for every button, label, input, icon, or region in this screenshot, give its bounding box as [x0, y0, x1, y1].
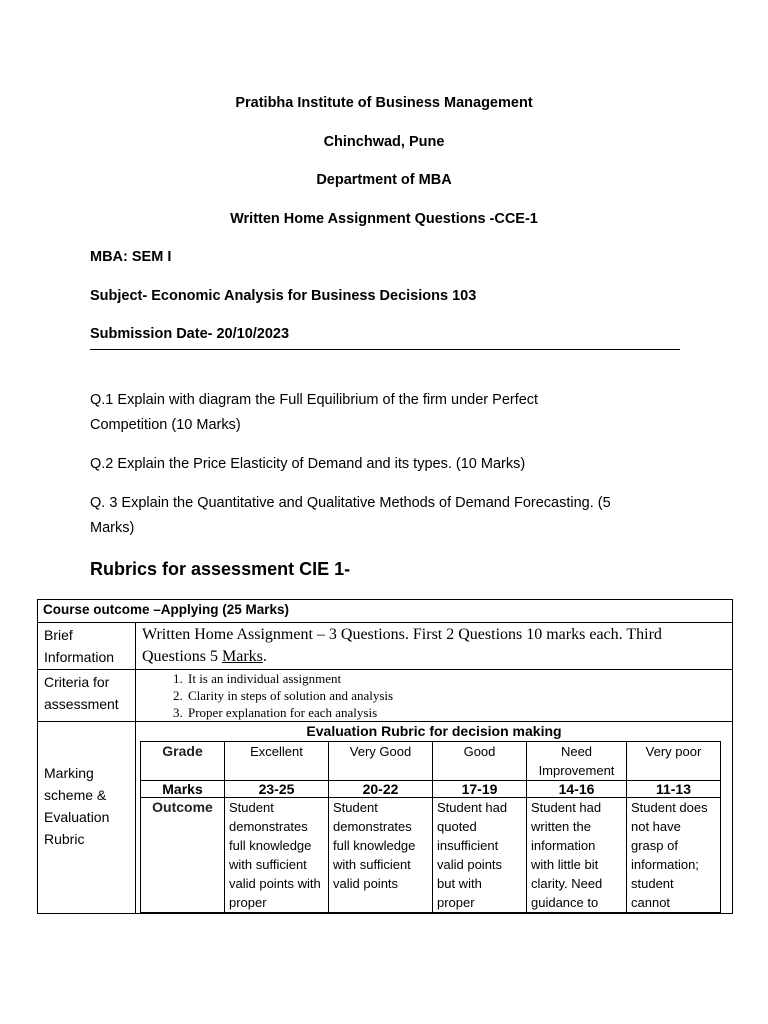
outcome-cell: Student demonstrates full knowledge with sufficient valid points [329, 798, 433, 913]
brief-text-underlined: Marks [222, 648, 263, 665]
question-2 [90, 452, 690, 477]
brief-information-row [38, 623, 733, 670]
marking-scheme-row [38, 722, 733, 914]
evaluation-rubric-cell [136, 722, 733, 914]
outcome-label: Outcome [141, 798, 225, 913]
brief-information-text [136, 623, 733, 670]
outcome-cell: Student had quoted insufficient valid points but with proper [433, 798, 527, 913]
submission-date-line: Submission Date- 20/10/2023 [90, 326, 290, 342]
criteria-item: 3. Proper explanation for each analysis [186, 704, 732, 721]
question-1-line-1: Q.1 Explain with diagram the Full Equilibrium of the firm under Perfect [90, 392, 539, 408]
criteria-label [38, 670, 136, 722]
brief-label-text: Brief Information [44, 627, 115, 665]
brief-information-label [38, 623, 136, 670]
subject-line: Subject- Economic Analysis for Business Decisions 103 [90, 288, 477, 304]
marks-label: Marks [141, 781, 225, 798]
question-2-line-1: Q.2 Explain the Price Elasticity of Demand and its types. (10 Marks) [90, 456, 526, 472]
assignment-title: Written Home Assignment Questions -CCE-1 [230, 211, 538, 227]
marking-scheme-label [38, 722, 136, 914]
question-1 [90, 388, 690, 438]
criteria-item: 1. It is an individual assignment [186, 670, 732, 687]
criteria-list [136, 670, 732, 721]
institute-location: Chinchwad, Pune [323, 134, 445, 150]
rubric-table [37, 599, 733, 914]
marking-label-text: Marking scheme & Evaluation Rubric [44, 765, 110, 847]
institute-name: Pratibha Institute of Business Management [235, 95, 533, 111]
grade-label: Grade [141, 742, 225, 781]
brief-text-main: Written Home Assignment – 3 Questions. First 2 Questions 10 marks each. Third Questions 5 [142, 626, 662, 665]
outcome-cell: Student demonstrates full knowledge with sufficient valid points with proper [225, 798, 329, 913]
criteria-item: 2. Clarity in steps of solution and analysis [186, 687, 732, 704]
criteria-label-text: Criteria for assessment [44, 674, 119, 712]
course-outcome-title: Course outcome –Applying (25 Marks) [38, 600, 733, 623]
course-outcome-row [38, 600, 733, 623]
criteria-list-cell [136, 670, 733, 722]
marks-cell: 23-25 [225, 781, 329, 798]
question-3 [90, 491, 690, 541]
marks-cell: 14-16 [527, 781, 627, 798]
header-divider [90, 349, 680, 350]
outcome-row [141, 798, 721, 913]
criteria-row [38, 670, 733, 722]
marks-row [141, 781, 721, 798]
marks-cell: 20-22 [329, 781, 433, 798]
grade-cell: Excellent [225, 742, 329, 781]
brief-text-end: . [262, 648, 267, 665]
question-3-line-1: Q. 3 Explain the Quantitative and Qualitative Methods of Demand Forecasting. (5 [90, 495, 611, 511]
marks-cell: 17-19 [433, 781, 527, 798]
marks-cell: 11-13 [627, 781, 721, 798]
rubric-heading: Rubrics for assessment CIE 1- [90, 559, 351, 579]
grade-cell: Good [433, 742, 527, 781]
grade-cell: Very Good [329, 742, 433, 781]
outcome-cell: Student had written the information with little bit clarity. Need guidance to [527, 798, 627, 913]
outcome-cell: Student does not have grasp of information; student cannot [627, 798, 721, 913]
question-3-line-2: Marks) [90, 520, 135, 536]
grade-cell: Very poor [627, 742, 721, 781]
program-line: MBA: SEM I [90, 249, 172, 265]
evaluation-rubric-title: Evaluation Rubric for decision making [306, 723, 562, 739]
evaluation-rubric-table [140, 741, 721, 913]
grade-cell: Need Improvement [527, 742, 627, 781]
question-1-line-2: Competition (10 Marks) [90, 417, 241, 433]
department-name: Department of MBA [316, 172, 452, 188]
grade-row [141, 742, 721, 781]
